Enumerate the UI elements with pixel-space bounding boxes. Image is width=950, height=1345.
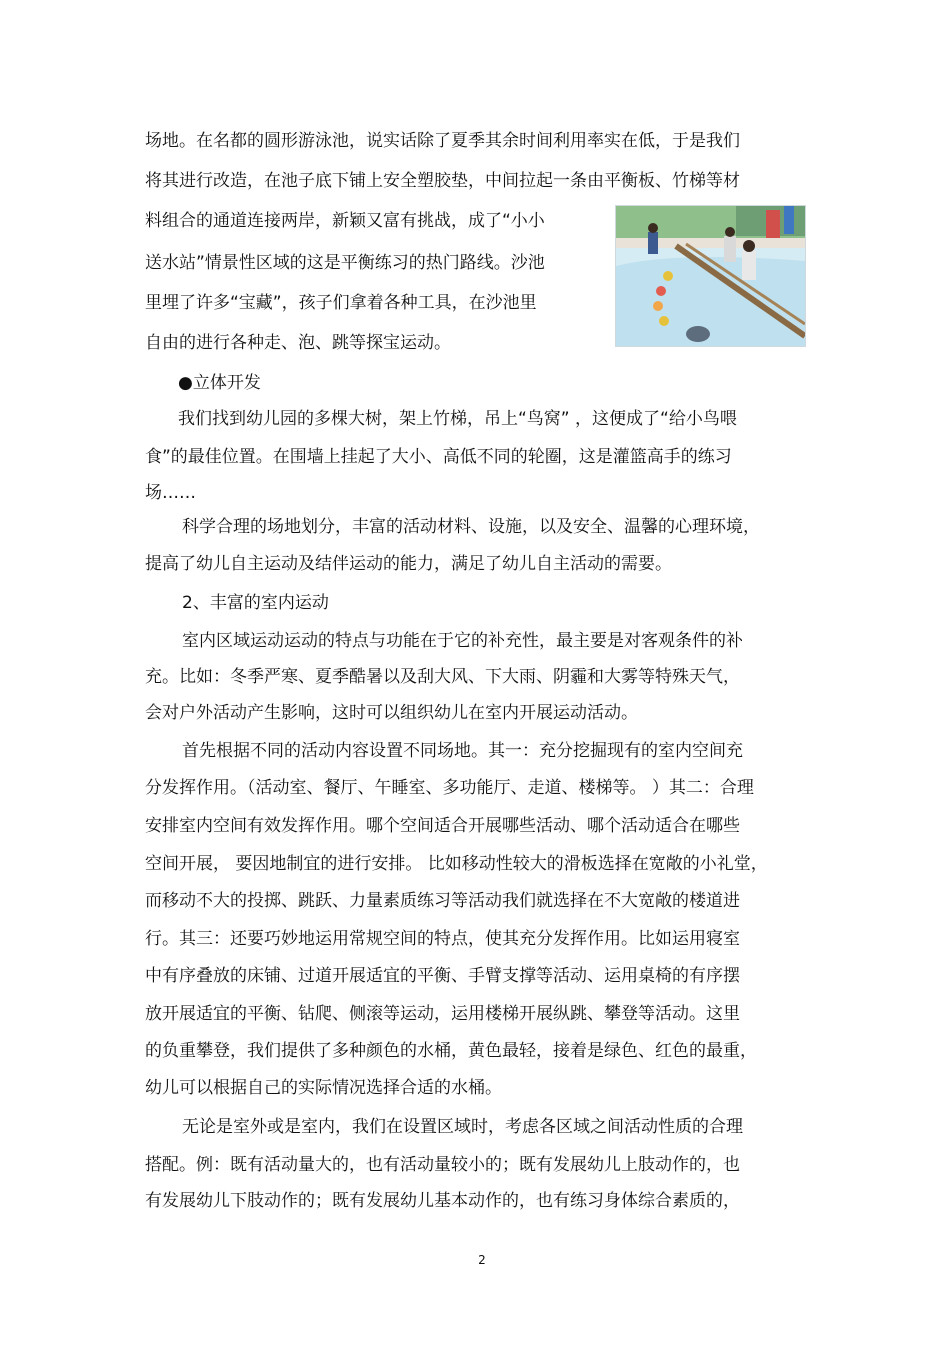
- text-line: 会对户外活动产生影响，这时可以组织幼儿在室内开展运动活动。: [145, 703, 638, 723]
- text-line: 安排室内空间有效发挥作用。哪个空间适合开展哪些活动、哪个活动适合在哪些: [145, 816, 740, 836]
- text-line: 中有序叠放的床铺、过道开展适宜的平衡、手臂支撑等活动、运用桌椅的有序摆: [145, 966, 740, 986]
- text-line: 无论是室外或是室内，我们在设置区域时，考虑各区域之间活动性质的合理: [182, 1117, 743, 1137]
- text-line: 充。比如：冬季严寒、夏季酷暑以及刮大风、下大雨、阴霾和大雾等特殊天气，: [145, 667, 740, 687]
- text-line: 科学合理的场地划分，丰富的活动材料、设施，以及安全、温馨的心理环境，: [182, 517, 760, 537]
- text-line: 空间开展， 要因地制宜的进行安排。 比如移动性较大的滑板选择在宽敞的小礼堂，: [145, 854, 768, 874]
- pool-balance-course-photo: [615, 205, 806, 347]
- text-line: 首先根据不同的活动内容设置不同场地。其一：充分挖掘现有的室内空间充: [182, 741, 743, 761]
- text-line: 料组合的通道连接两岸，新颖又富有挑战，成了“小小: [145, 211, 545, 231]
- text-line: 场地。在名都的圆形游泳池，说实话除了夏季其余时间利用率实在低，于是我们: [145, 131, 740, 151]
- text-line: 的负重攀登，我们提供了多种颜色的水桶，黄色最轻，接着是绿色、红色的最重，: [145, 1041, 757, 1061]
- text-line: 而移动不大的投掷、跳跃、力量素质练习等活动我们就选择在不大宽敞的楼道进: [145, 891, 740, 911]
- text-line: 食”的最佳位置。在围墙上挂起了大小、高低不同的轮圈，这是灌篮高手的练习: [145, 447, 732, 467]
- text-line: 将其进行改造，在池子底下铺上安全塑胶垫，中间拉起一条由平衡板、竹梯等材: [145, 171, 740, 191]
- text-line: 场……: [145, 483, 196, 503]
- text-line: 幼儿可以根据自己的实际情况选择合适的水桶。: [145, 1078, 502, 1098]
- text-line: 室内区域运动运动的特点与功能在于它的补充性，最主要是对客观条件的补: [182, 631, 743, 651]
- text-line: 分发挥作用。（活动室、餐厅、午睡室、多功能厅、走道、楼梯等。 ）其二：合理: [145, 778, 754, 798]
- text-line: 有发展幼儿下肢动作的；既有发展幼儿基本动作的，也有练习身体综合素质的，: [145, 1191, 740, 1211]
- page-number: 2: [478, 1253, 486, 1267]
- pool-photo-illustration: [616, 206, 805, 346]
- section-heading: 2、丰富的室内运动: [182, 593, 329, 613]
- text-line: 提高了幼儿自主运动及结伴运动的能力，满足了幼儿自主活动的需要。: [145, 554, 672, 574]
- text-line: 行。其三：还要巧妙地运用常规空间的特点，使其充分发挥作用。比如运用寝室: [145, 929, 740, 949]
- text-line: 自由的进行各种走、泡、跳等探宝运动。: [145, 333, 451, 353]
- text-line: 里埋了许多“宝藏”，孩子们拿着各种工具，在沙池里: [145, 293, 537, 313]
- text-line: 搭配。例：既有活动量大的，也有活动量较小的；既有发展幼儿上肢动作的，也: [145, 1155, 740, 1175]
- text-line: 放开展适宜的平衡、钻爬、侧滚等运动，运用楼梯开展纵跳、攀登等活动。这里: [145, 1004, 740, 1024]
- text-line: 送水站”情景性区域的这是平衡练习的热门路线。沙池: [145, 253, 545, 273]
- text-line: 我们找到幼儿园的多棵大树，架上竹梯，吊上“鸟窝” ，这便成了“给小鸟喂: [178, 409, 737, 429]
- section-heading: ●立体开发: [178, 373, 261, 393]
